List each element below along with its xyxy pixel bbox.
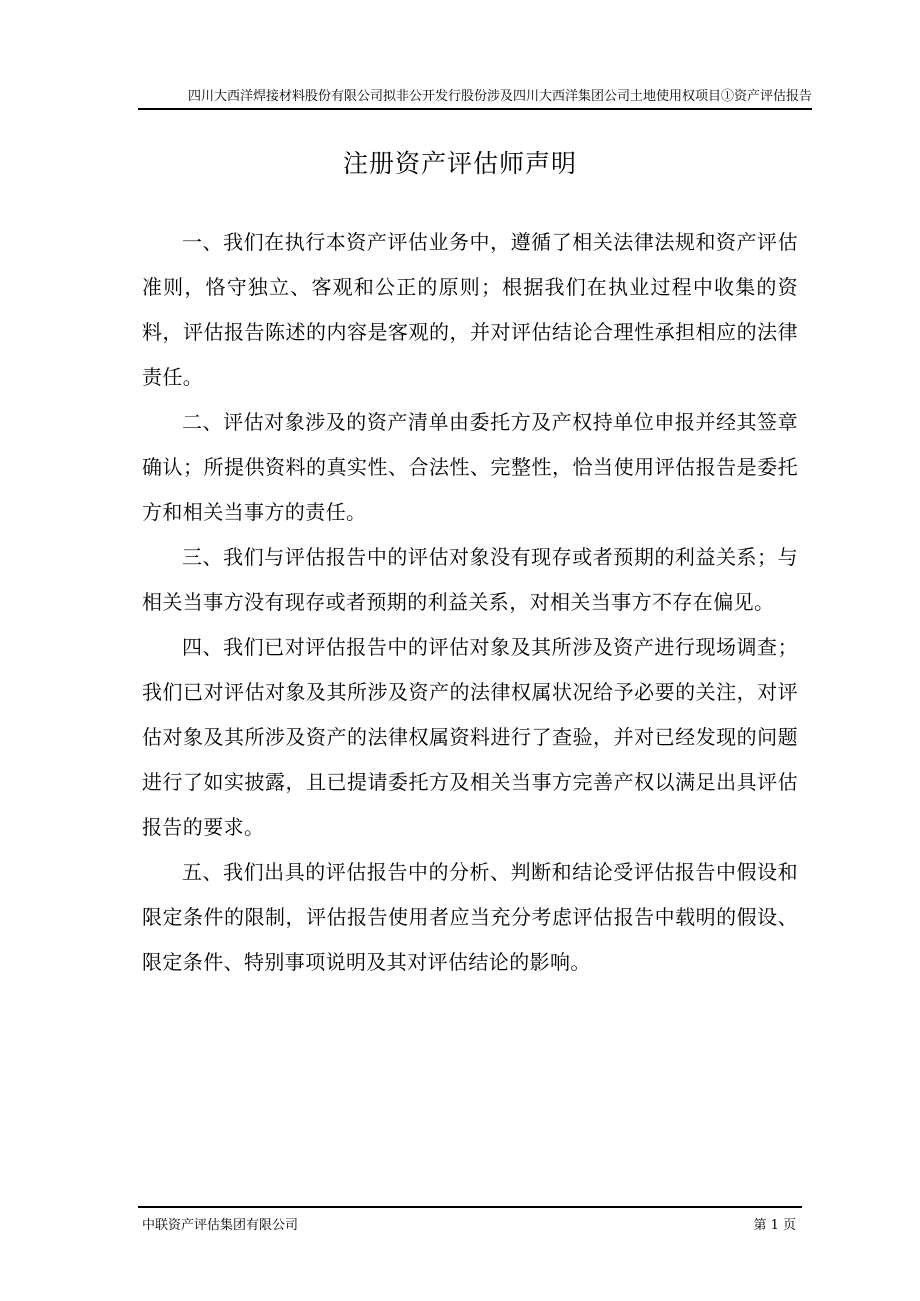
paragraph-5: 五、我们出具的评估报告中的分析、判断和结论受评估报告中假设和限定条件的限制，评估报告使用者应当充分考虑评估报告中载明的假设、限定条件、特别事项说明及其对评估结论的影响。	[142, 860, 798, 974]
page-header	[138, 86, 812, 112]
header-rule	[138, 108, 812, 110]
page-title: 注册资产评估师声明	[342, 149, 577, 178]
footer-page-number: 第 1 页	[753, 1218, 796, 1233]
paragraph-3: 三、我们与评估报告中的评估对象没有现存或者预期的利益关系；与相关当事方没有现存或者预期的利益关系，对相关当事方不存在偏见。	[142, 545, 798, 614]
statement-body	[142, 220, 798, 985]
paragraph-4: 四、我们已对评估报告中的评估对象及其所涉及资产进行现场调查；我们已对评估对象及其所涉及资产的法律权属状况给予必要的关注，对评估对象及其所涉及资产的法律权属资料进行了查验，并对已经发现的问题进行了如实披露，且已提请委托方及相关当事方完善产权以满足出具评估报告的要求。	[142, 635, 798, 839]
paragraph-2: 二、评估对象涉及的资产清单由委托方及产权持单位申报并经其签章确认；所提供资料的真实性、合法性、完整性，恰当使用评估报告是委托方和相关当事方的责任。	[142, 410, 798, 524]
footer-rule	[138, 1206, 802, 1208]
paragraph-1: 一、我们在执行本资产评估业务中，遵循了相关法律法规和资产评估准则，恪守独立、客观和公正的原则；根据我们在执业过程中收集的资料，评估报告陈述的内容是客观的，并对评估结论合理性承担相应的法律责任。	[142, 230, 798, 389]
footer-company: 中联资产评估集团有限公司	[142, 1218, 299, 1233]
header-text: 四川大西洋焊接材料股份有限公司拟非公开发行股份涉及四川大西洋集团公司土地使用权项目①资产评估报告	[187, 89, 812, 104]
